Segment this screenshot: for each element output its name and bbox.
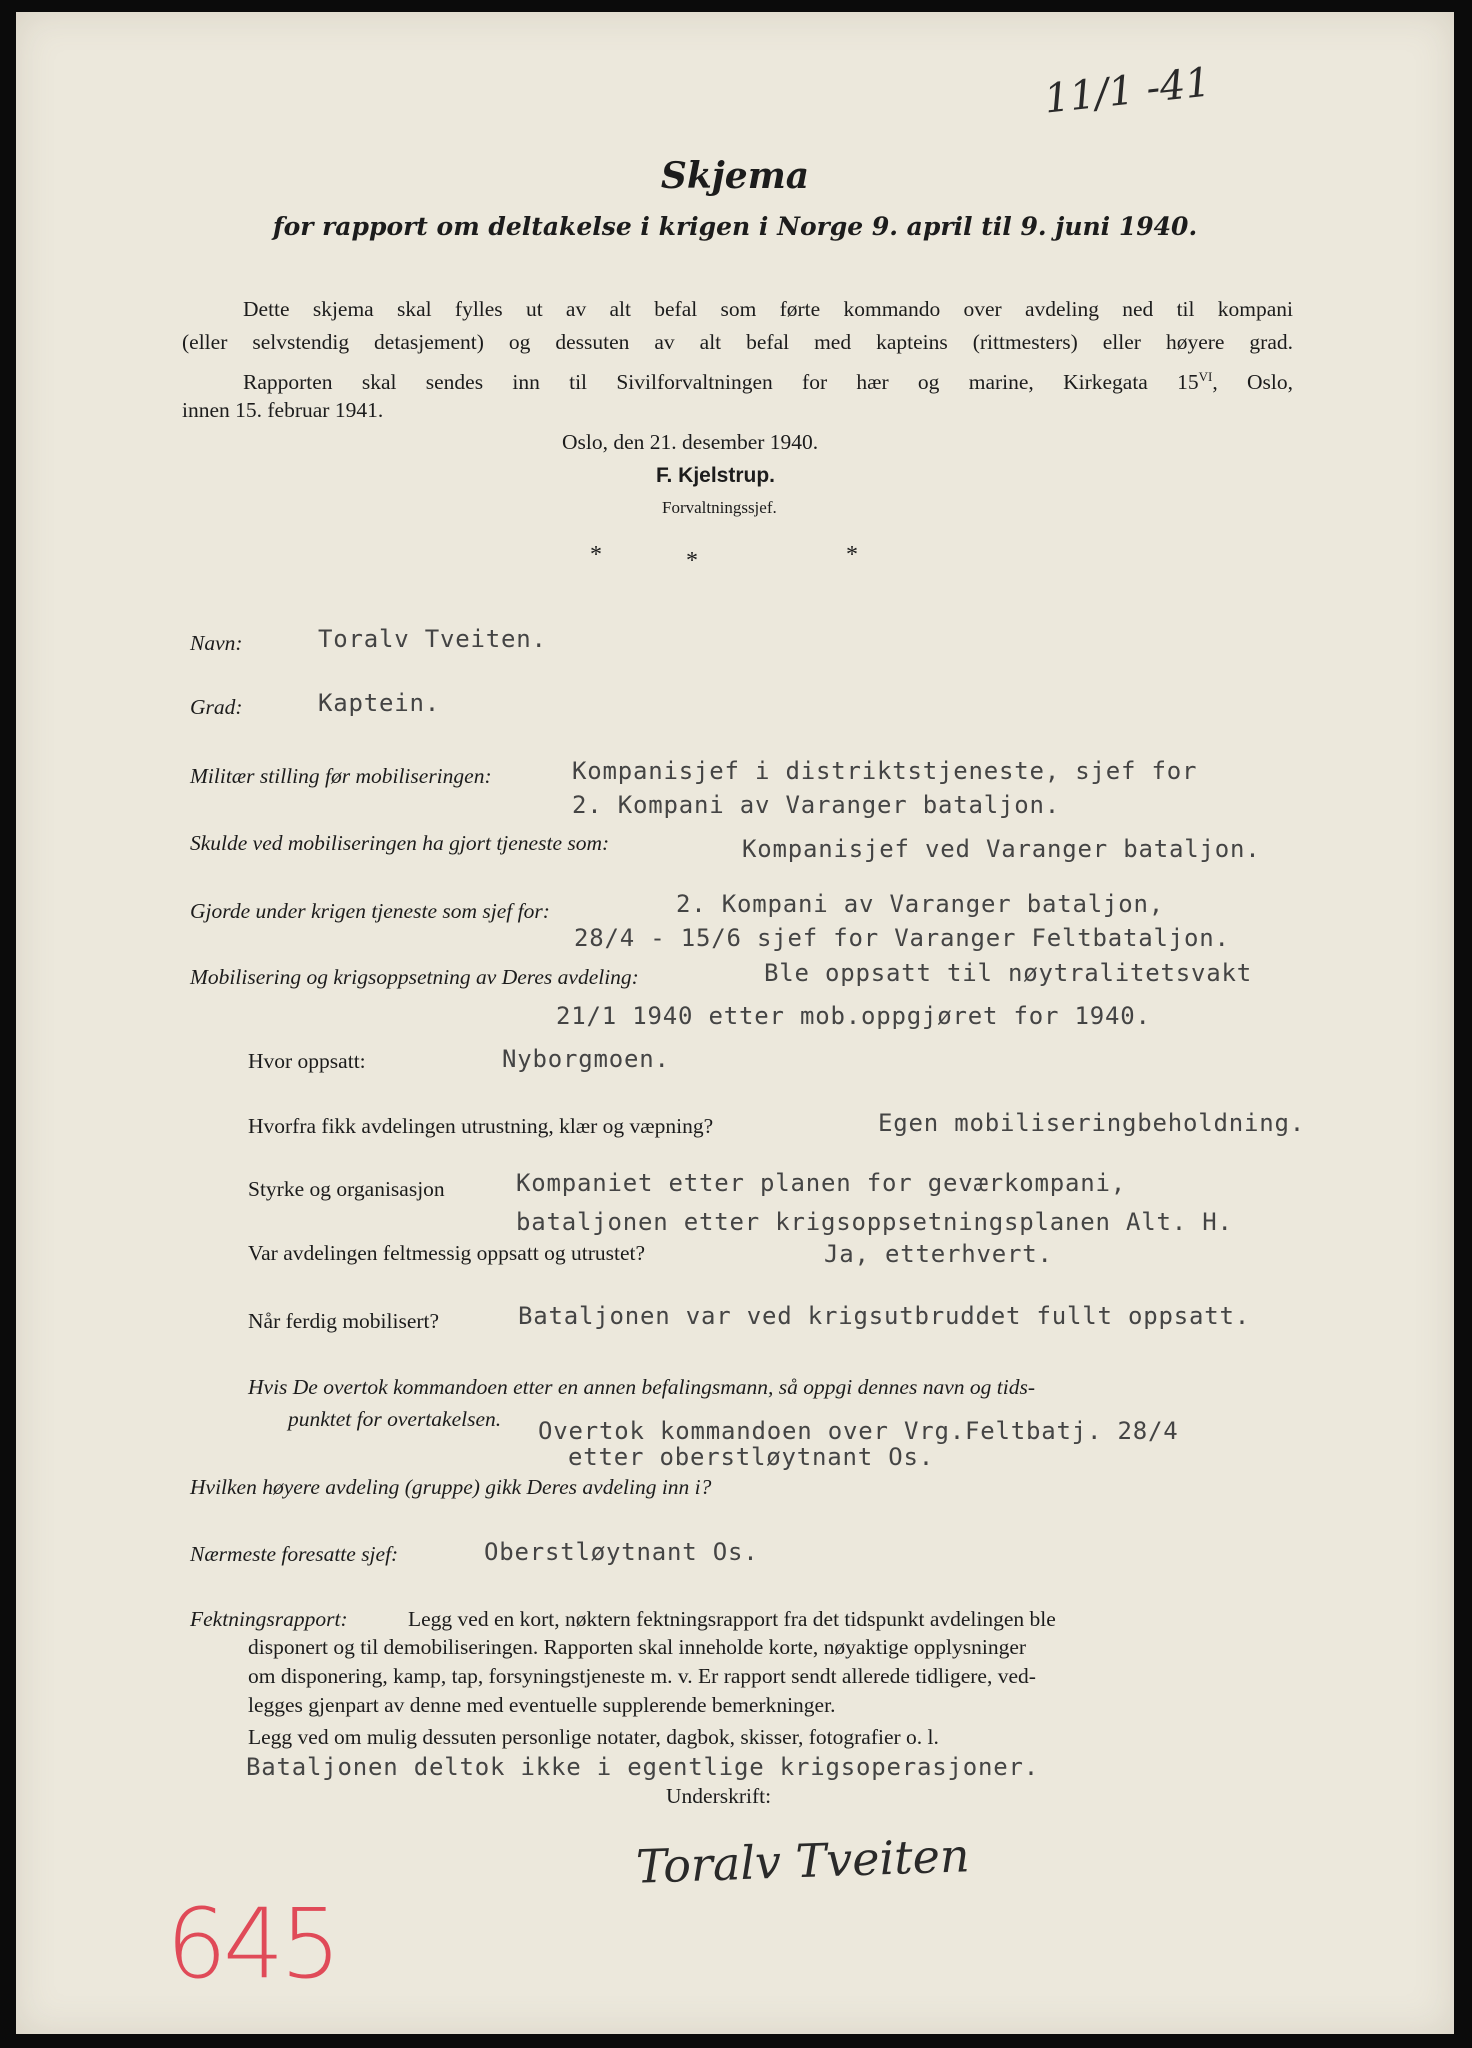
star-1: * bbox=[590, 542, 602, 568]
skulde-value: Kompanisjef ved Varanger bataljon. bbox=[742, 835, 1261, 863]
fekt-line-4: legges gjenpart av denne med eventuelle supplerende bemerkninger. bbox=[248, 1693, 836, 1717]
signer-name: F. Kjelstrup. bbox=[656, 464, 776, 487]
mobilisering-value-2: 21/1 1940 etter mob.oppgjøret for 1940. bbox=[556, 1002, 1151, 1030]
hvor-value: Nyborgmoen. bbox=[502, 1045, 670, 1073]
hvilken-label: Hvilken høyere avdeling (gruppe) gikk Deres avdeling inn i? bbox=[190, 1475, 712, 1499]
naermeste-label: Nærmeste foresatte sjef: bbox=[190, 1542, 399, 1566]
form-subtitle: for rapport om deltakelse i krigen i Norge 9. april til 9. juni 1940. bbox=[272, 212, 1198, 241]
fekt-line-1: Legg ved en kort, nøktern fektningsrapport fra det tidspunkt avdelingen ble bbox=[408, 1607, 1056, 1631]
intro-line-1: Dette skjema skal fylles ut av alt befal som førte kommando over avdeling ned til kompani bbox=[243, 297, 1293, 321]
document-sheet bbox=[16, 12, 1454, 2034]
mobilisering-value-1: Ble oppsatt til nøytralitetsvakt bbox=[764, 959, 1252, 987]
navn-label: Navn: bbox=[190, 631, 243, 655]
hvor-label: Hvor oppsatt: bbox=[248, 1049, 366, 1073]
fekt-line-5: Legg ved om mulig dessuten personlige notater, dagbok, skisser, fotografier o. l. bbox=[248, 1725, 939, 1749]
naar-label: Når ferdig mobilisert? bbox=[248, 1309, 440, 1333]
gjorde-value-2: 28/4 - 15/6 sjef for Varanger Feltbataljon. bbox=[574, 924, 1230, 952]
signer-title: Forvaltningssjef. bbox=[662, 498, 777, 517]
fekt-line-2: disponert og til demobiliseringen. Rapporten skal inneholde korte, nøyaktige opplysninger bbox=[248, 1635, 1027, 1659]
grad-value: Kaptein. bbox=[318, 689, 440, 717]
intro-line-3-text: Rapporten skal sendes inn til Sivilforvaltningen for hær og marine, Kirkegata 15 bbox=[243, 370, 1199, 395]
signature: Toralv Tveiten bbox=[635, 1828, 971, 1894]
grad-label: Grad: bbox=[190, 695, 243, 719]
intro-line-3-end: , Oslo, bbox=[1212, 370, 1293, 395]
corner-note: 11/1 -41 bbox=[1042, 59, 1213, 123]
hvis-label-2: punktet for overtakelsen. bbox=[288, 1407, 502, 1431]
mobilisering-label: Mobilisering og krigsoppsetning av Deres avdeling: bbox=[190, 965, 639, 989]
gjorde-value-1: 2. Kompani av Varanger bataljon, bbox=[676, 890, 1164, 918]
intro-line-2: (eller selvstendig detasjement) og dessuten av alt befal med kapteins (rittmesters) eller høyere grad. bbox=[182, 330, 1293, 354]
hvis-label-1: Hvis De overtok kommandoen etter en annen befalingsmann, så oppgi dennes navn og tids- bbox=[248, 1375, 1035, 1399]
hvorfra-value: Egen mobiliseringbeholdning. bbox=[878, 1109, 1305, 1137]
underskrift-label: Underskrift: bbox=[666, 1784, 772, 1808]
styrke-value-2: bataljonen etter krigsoppsetningsplanen Alt. H. bbox=[516, 1208, 1233, 1236]
naermeste-value: Oberstløytnant Os. bbox=[484, 1538, 759, 1566]
hvis-value-2: etter oberstløytnant Os. bbox=[568, 1443, 934, 1471]
styrke-label: Styrke og organisasjon bbox=[248, 1177, 445, 1201]
var-value: Ja, etterhvert. bbox=[824, 1240, 1053, 1268]
fekt-value: Bataljonen deltok ikke i egentlige krigsoperasjoner. bbox=[246, 1753, 1039, 1781]
fekt-line-3: om disponering, kamp, tap, forsyningstjeneste m. v. Er rapport sendt allerede tidligere, ved- bbox=[248, 1664, 1036, 1688]
form-title: Skjema bbox=[660, 155, 810, 197]
var-label: Var avdelingen feltmessig oppsatt og utrustet? bbox=[248, 1241, 646, 1265]
skulde-label: Skulde ved mobiliseringen ha gjort tjeneste som: bbox=[190, 831, 610, 855]
militaer-value-2: 2. Kompani av Varanger bataljon. bbox=[572, 791, 1060, 819]
styrke-value-1: Kompaniet etter planen for geværkompani, bbox=[516, 1169, 1126, 1197]
naar-value: Bataljonen var ved krigsutbruddet fullt oppsatt. bbox=[518, 1302, 1250, 1330]
star-3: * bbox=[846, 542, 858, 568]
navn-value: Toralv Tveiten. bbox=[318, 625, 547, 653]
place-date: Oslo, den 21. desember 1940. bbox=[562, 430, 819, 454]
intro-line-4: innen 15. februar 1941. bbox=[182, 398, 384, 422]
hvorfra-label: Hvorfra fikk avdelingen utrustning, klær og væpning? bbox=[248, 1114, 714, 1138]
militaer-value-1: Kompanisjef i distriktstjeneste, sjef for bbox=[572, 757, 1198, 785]
archive-number: 645 bbox=[166, 1888, 338, 2000]
fekt-label: Fektningsrapport: bbox=[190, 1607, 348, 1631]
hvis-value-1: Overtok kommandoen over Vrg.Feltbatj. 28/4 bbox=[538, 1417, 1179, 1445]
militaer-label: Militær stilling før mobiliseringen: bbox=[190, 764, 492, 788]
intro-line-3-superscript: VI bbox=[1198, 369, 1213, 384]
star-2: * bbox=[686, 548, 698, 574]
intro-line-3 bbox=[243, 360, 1293, 399]
gjorde-label: Gjorde under krigen tjeneste som sjef for: bbox=[190, 899, 550, 923]
